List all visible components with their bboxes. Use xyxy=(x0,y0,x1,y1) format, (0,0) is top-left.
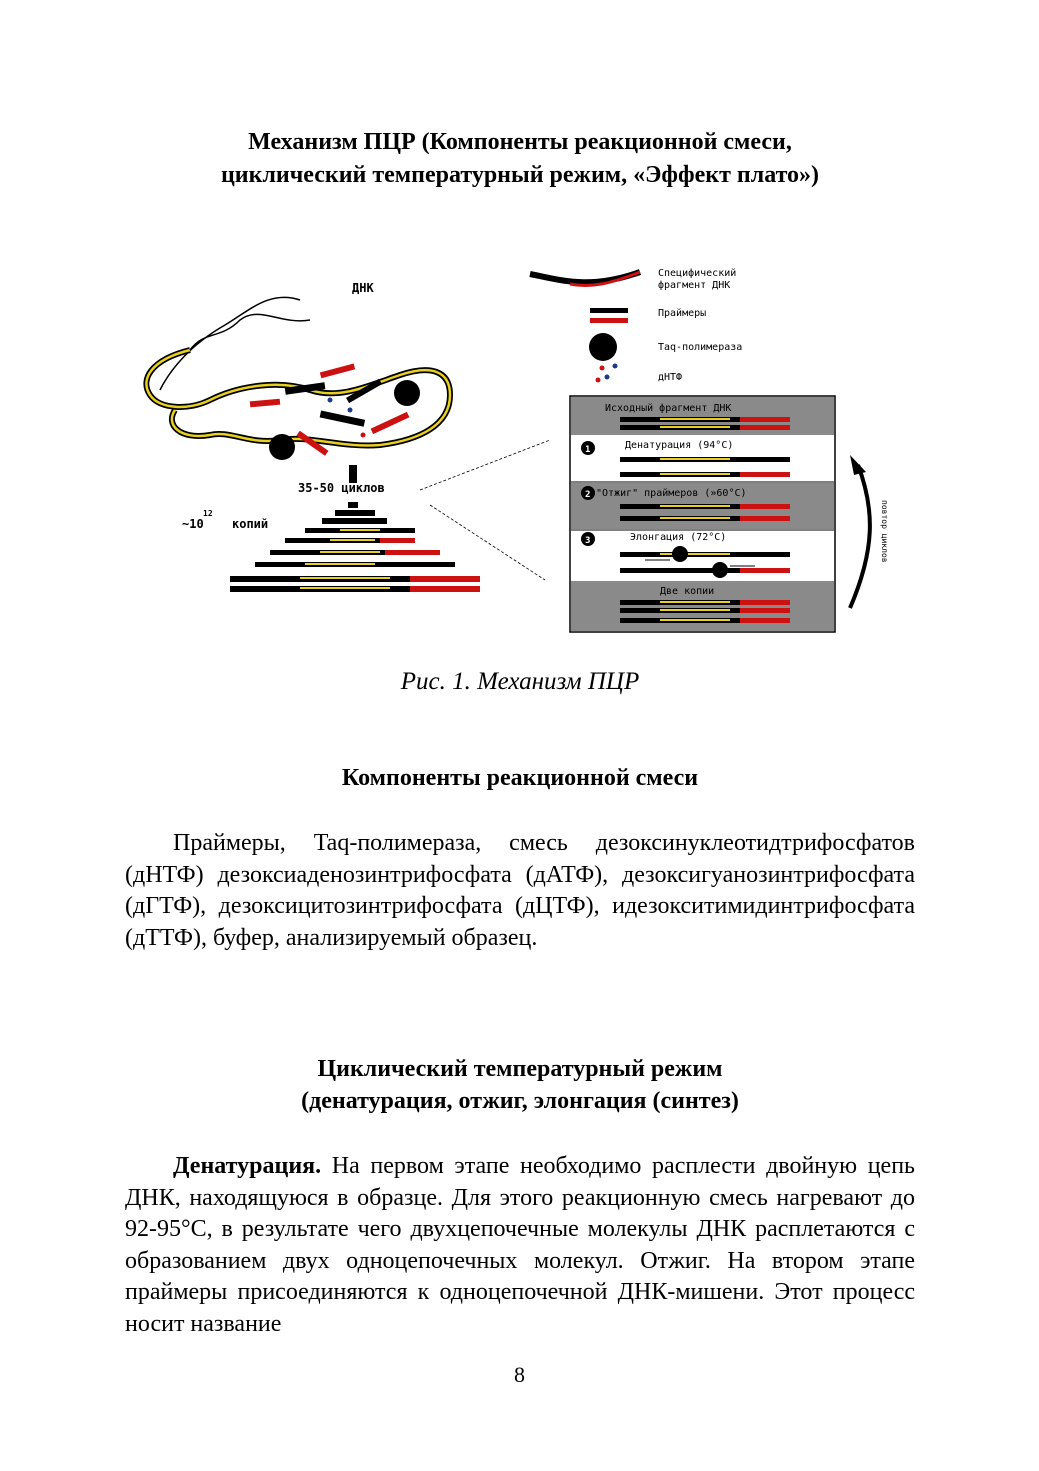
tangled-dna-illustration xyxy=(146,297,450,460)
legend-dntp: дНТФ xyxy=(658,372,683,383)
legend-polymerase: Taq-полимераза xyxy=(658,342,743,353)
denaturation-line xyxy=(125,1151,915,1341)
components-text: Праймеры, Taq-полимераза, смесь дезоксинуклеотидтрифосфатов (дНТФ) дезоксиаденозинтрифосфата (дАТФ), дезоксигуанозинтрифосфата (дГТФ), дезоксицитозинтрифосфата (дЦТФ), идезокситимидинтрифосфата (дТТФ), буфер, анализируемый образец. xyxy=(125,830,915,951)
step2-label: "Отжиг" праймеров (»60°С) xyxy=(596,488,747,499)
cycles-label: 35-50 циклов xyxy=(298,481,385,495)
step-initial-label: Исходный фрагмент ДНК xyxy=(605,403,732,414)
two-copies-label: Две копии xyxy=(660,586,715,597)
step1-number: 1 xyxy=(585,445,591,455)
denaturation-paragraph xyxy=(125,1151,915,1341)
repeat-cycles-label: повтор циклов xyxy=(880,500,889,563)
pcr-mechanism-figure xyxy=(130,250,910,640)
step3-number: 3 xyxy=(585,536,591,546)
step2-number: 2 xyxy=(585,490,591,500)
dna-label: ДНК xyxy=(352,281,374,295)
repeat-arrow-icon xyxy=(850,465,870,608)
components-paragraph xyxy=(125,828,915,954)
copies-exponent: 12 xyxy=(203,509,213,518)
legend-fragment-line1: Специфический xyxy=(658,268,737,279)
denaturation-lead: Денатурация. xyxy=(173,1153,322,1179)
document-title xyxy=(120,126,920,192)
step3-label: Элонгация (72°С) xyxy=(630,532,727,543)
denaturation-text: На первом этапе необходимо расплести двойную цепь ДНК, находящуюся в образце. Для этого реакционную смесь нагревают до 92-95°С, в результате чего двухцепочечные молекулы ДНК расплетаются с образованием двух одноцепочечных молекул. Отжиг. На втором этапе праймеры присоединяются к одноцепочечной ДНК-мишени. Этот процесс носит название xyxy=(125,1153,915,1337)
legend-primers: Праймеры xyxy=(658,308,707,319)
section-heading-thermal-cycle xyxy=(120,1053,920,1117)
step1-label: Денатурация (94°С) xyxy=(625,440,734,451)
section-heading-components: Компоненты реакционной смеси xyxy=(341,765,699,791)
page-number: 8 xyxy=(514,1362,525,1387)
title-line-2: циклический температурный режим, «Эффект плато») xyxy=(220,162,820,188)
copies-base: ~10 xyxy=(182,517,204,531)
heading-line-2: (денатурация, отжиг, элонгация (синтез) xyxy=(301,1088,739,1114)
figure-caption: Рис. 1. Механизм ПЦР xyxy=(400,668,640,695)
copies-label: копий xyxy=(232,517,269,531)
title-line-1: Механизм ПЦР (Компоненты реакционной смеси, xyxy=(248,129,792,155)
heading-line-1: Циклический температурный режим xyxy=(317,1056,723,1082)
figure-legend xyxy=(530,272,640,383)
legend-fragment-line2: фрагмент ДНК xyxy=(658,280,731,291)
amplified-copies-pyramid xyxy=(230,502,480,592)
